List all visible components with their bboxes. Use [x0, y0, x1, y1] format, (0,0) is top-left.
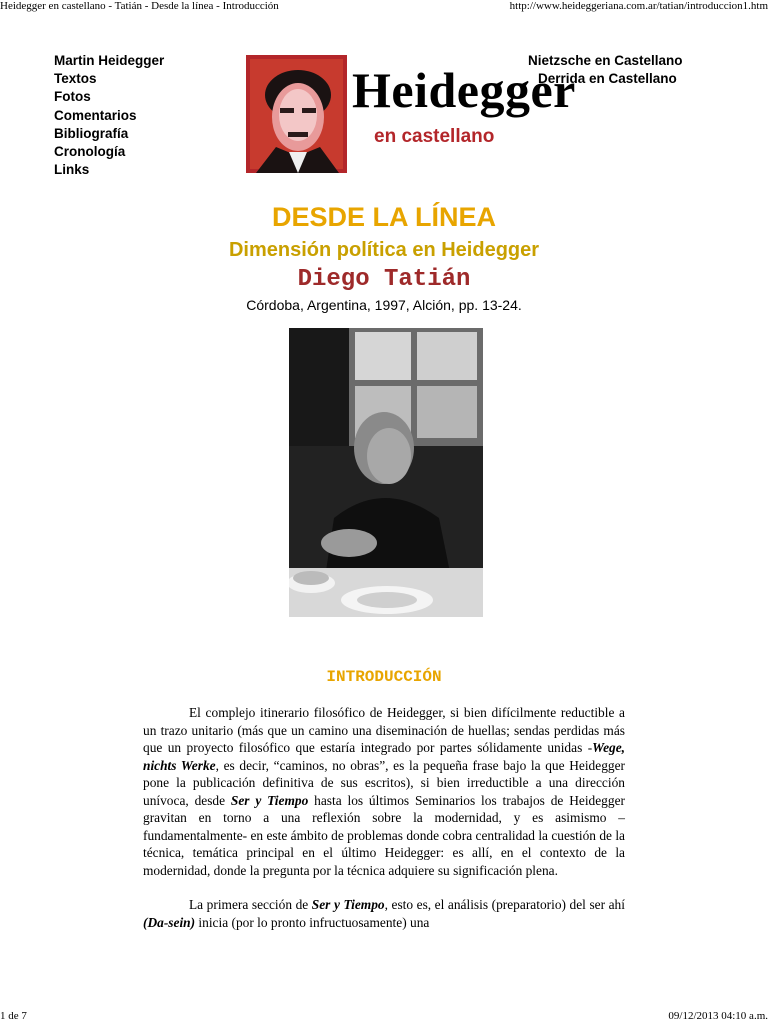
document-author: Diego Tatián — [297, 266, 471, 293]
print-header-url: http://www.heideggeriana.com.ar/tatian/introduccion1.htm — [509, 0, 768, 12]
nav-link-comentarios[interactable]: Comentarios — [54, 107, 137, 123]
site-subtitle: en castellano — [374, 126, 495, 147]
print-header — [0, 0, 768, 14]
document-citation: Córdoba, Argentina, 1997, Alción, pp. 13-24. — [246, 297, 522, 313]
heidegger-photo — [289, 328, 483, 617]
nav-link-cronologia[interactable]: Cronología — [54, 144, 126, 160]
print-footer — [0, 1010, 768, 1024]
print-header-title: Heidegger en castellano - Tatián - Desde la línea - Introducción — [0, 0, 279, 12]
nav-link-bibliografia[interactable]: Bibliografía — [54, 125, 129, 141]
nav-link-derrida[interactable]: Derrida en Castellano — [538, 71, 677, 87]
book-title: Ser y Tiempo — [311, 897, 385, 912]
nav-link-links[interactable]: Links — [54, 162, 90, 178]
page-counter: 1 de 7 — [0, 1010, 27, 1022]
paragraph — [143, 704, 625, 879]
nav-link-textos[interactable]: Textos — [54, 71, 97, 87]
emphasis: (Da-sein) — [143, 914, 196, 930]
document-subtitle: Dimensión política en Heidegger — [228, 239, 540, 261]
book-title: Ser y Tiempo — [230, 792, 309, 808]
main-nav — [54, 52, 164, 179]
nav-link-martin-heidegger[interactable]: Martin Heidegger — [54, 53, 165, 68]
text-run: , es decir, “caminos, no obras”, es la pequeña frase bajo la que Heidegger pone la publicación definitiva de sus escritos), si bien irreductible a una dirección unívoca, desde — [143, 757, 625, 808]
print-timestamp: 09/12/2013 04:10 a.m. — [668, 1010, 768, 1022]
text-run: inicia (por lo pronto infructuosamente) una — [195, 914, 430, 930]
text-run: El complejo itinerario filosófico de Heidegger, si bien difícilmente reductible a un trazo unitario (más que un camino una diseminación de huellas; sendas perdidas más que un proyecto filosófico que estaría integrado por partes sólidamente unidas - — [143, 705, 625, 755]
body-text — [143, 704, 625, 948]
paragraph — [143, 896, 625, 931]
nav-link-fotos[interactable]: Fotos — [54, 89, 91, 105]
heidegger-portrait-logo — [246, 55, 347, 173]
site-title: Heidegger — [352, 62, 576, 118]
related-sites-nav — [528, 52, 683, 88]
emphasis: Wege, nichts Werke — [143, 740, 625, 773]
text-run: La primera sección de — [189, 897, 312, 912]
text-run: , esto es, el análisis (preparatorio) del ser ahí — [384, 897, 625, 912]
section-heading: INTRODUCCIÓN — [326, 668, 442, 686]
document-title: DESDE LA LÍNEA — [271, 202, 496, 232]
text-run: hasta los últimos Seminarios los trabajos de Heidegger gravitan en torno a una reflexión sobre la modernidad, y es asimismo –fundamentalmente- en este ámbito de problemas donde cobra centralidad la cuestión de la técnica, temática principal en el último Heidegger: es allí, en el contexto de la modernidad, donde la pregunta por la técnica adquiere su significación plena. — [143, 792, 625, 878]
nav-link-nietzsche[interactable]: Nietzsche en Castellano — [528, 53, 683, 68]
